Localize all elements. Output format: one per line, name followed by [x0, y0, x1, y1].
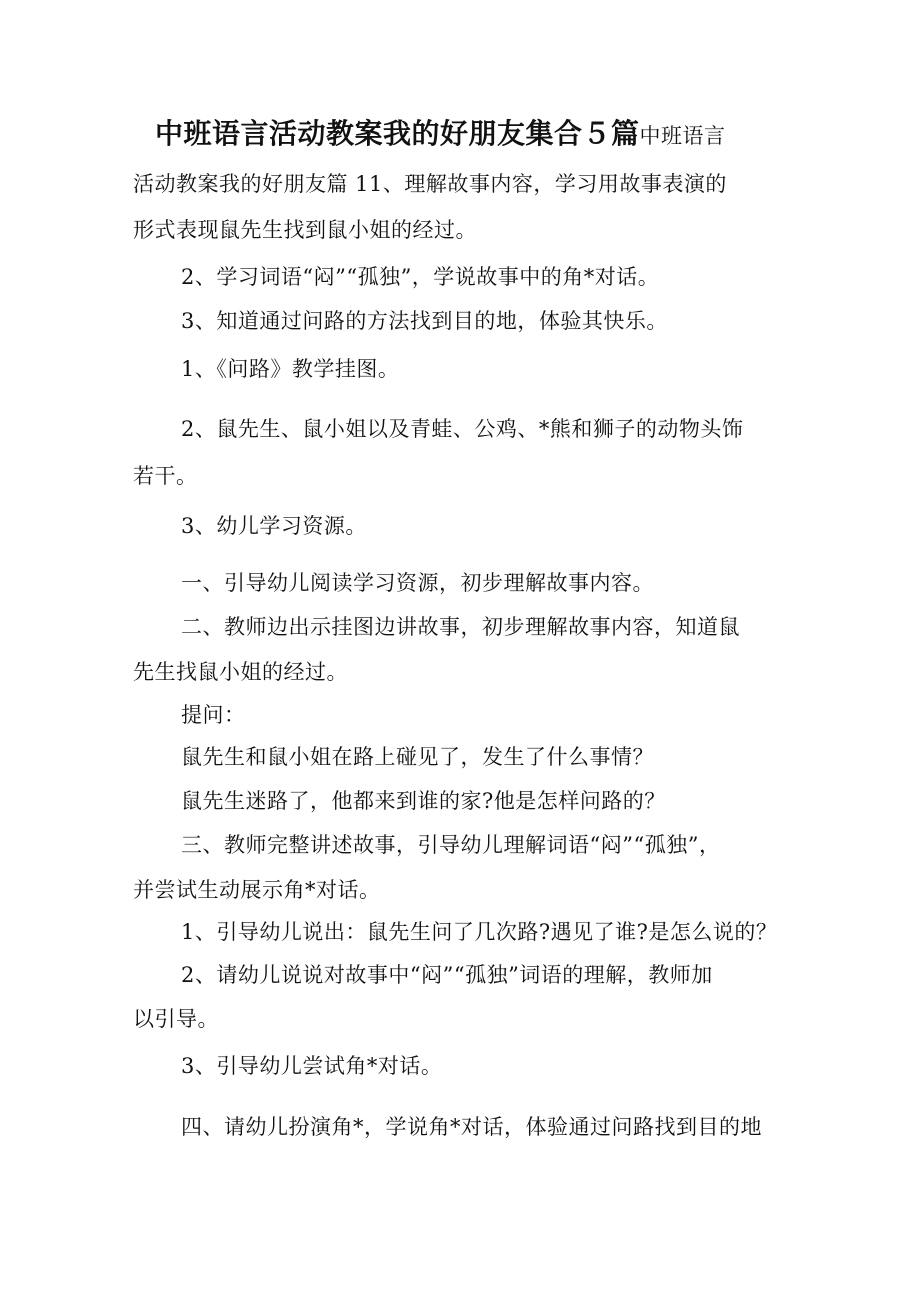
- paragraph-line: 鼠先生迷路了，他都来到谁的家?他是怎样问路的？: [181, 789, 666, 813]
- paragraph-line: 提问：: [181, 703, 246, 727]
- paragraph-line: 一、引导幼儿阅读学习资源，初步理解故事内容。: [181, 571, 654, 595]
- paragraph-line: 2、请幼儿说说对故事中“闷”“孤独”词语的理解，教师加: [181, 963, 713, 987]
- paragraph-line: 3、幼儿学习资源。: [181, 514, 367, 538]
- paragraph-line: 1、《问路》教学挂图。: [181, 357, 400, 381]
- paragraph-line: 鼠先生和鼠小姐在路上碰见了，发生了什么事情？: [181, 745, 654, 769]
- document-title-row: [155, 112, 726, 152]
- paragraph-line: 先生找鼠小姐的经过。: [133, 660, 348, 684]
- paragraph-line: 活动教案我的好朋友篇 11、理解故事内容，学习用故事表演的: [133, 172, 727, 196]
- paragraph-line: 3、引导幼儿尝试角*对话。: [181, 1054, 443, 1078]
- document-title-tail: 中班语言: [639, 124, 726, 148]
- paragraph-line: 三、教师完整讲述故事，引导幼儿理解词语“闷”“孤独”，: [181, 833, 721, 857]
- paragraph-line: 3、知道通过问路的方法找到目的地，体验其快乐。: [181, 309, 668, 333]
- paragraph-line: 1、引导幼儿说出：鼠先生问了几次路?遇见了谁?是怎么说的？: [181, 920, 778, 944]
- paragraph-line: 2、鼠先生、鼠小姐以及青蛙、公鸡、*熊和狮子的动物头饰: [181, 417, 744, 441]
- paragraph-line: 2、学习词语“闷”“孤独”，学说故事中的角*对话。: [181, 265, 660, 289]
- paragraph-line: 形式表现鼠先生找到鼠小姐的经过。: [133, 218, 477, 242]
- paragraph-line: 若干。: [133, 464, 198, 488]
- document-title: 中班语言活动教案我的好朋友集合５篇: [155, 117, 640, 150]
- paragraph-line: 以引导。: [133, 1007, 219, 1031]
- paragraph-line: 二、教师边出示挂图边讲故事，初步理解故事内容，知道鼠: [181, 615, 740, 639]
- paragraph-line: 四、请幼儿扮演角*，学说角*对话，体验通过问路找到目的地: [181, 1115, 762, 1139]
- paragraph-line: 并尝试生动展示角*对话。: [133, 878, 381, 902]
